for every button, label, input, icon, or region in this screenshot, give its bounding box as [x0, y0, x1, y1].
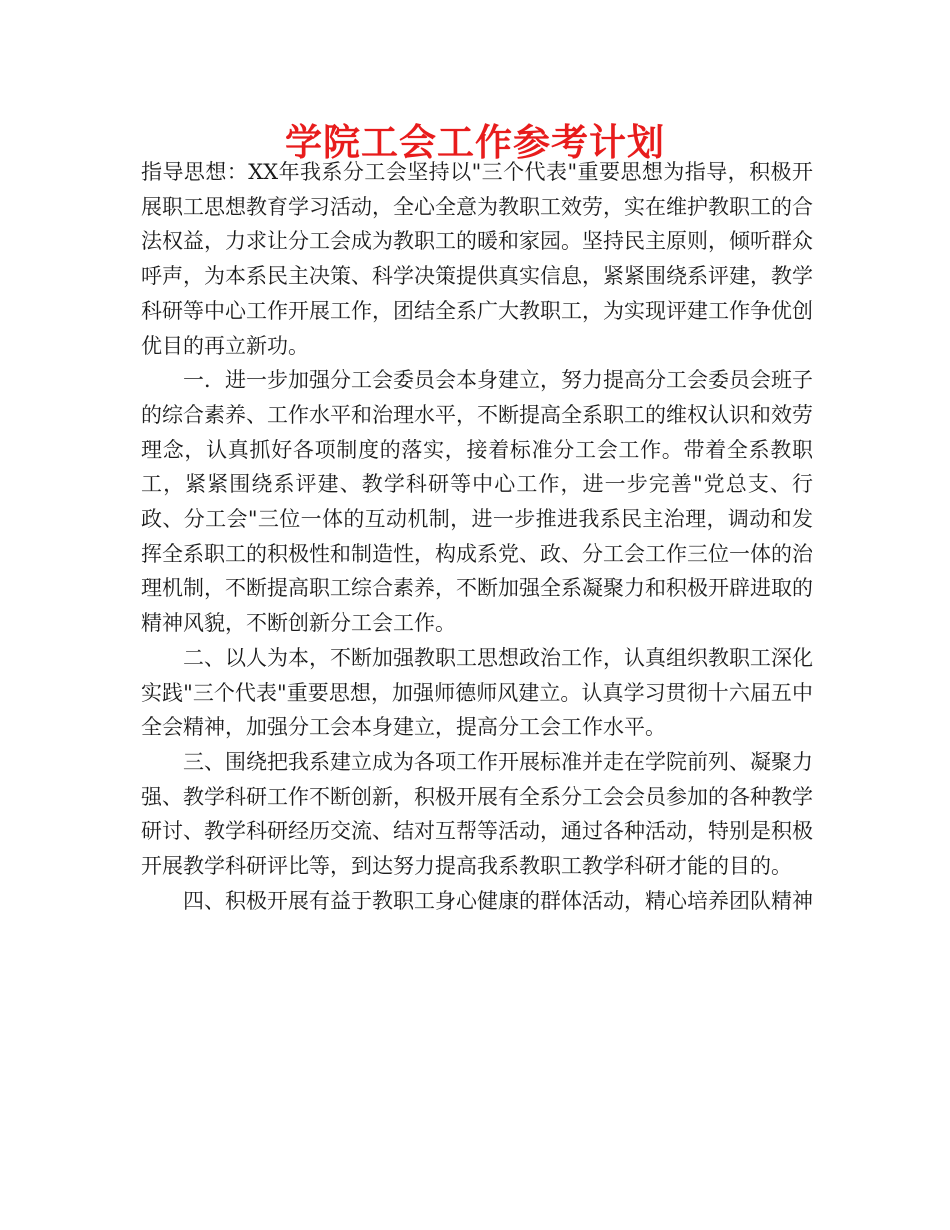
document-title: 学院工会工作参考计划 — [285, 121, 665, 164]
document-body — [141, 155, 813, 918]
paragraph-item-3: 三、围绕把我系建立成为各项工作开展标准并走在学院前列、凝聚力强、教学科研工作不断创新，积极开展有全系分工会会员参加的各种教学研讨、教学科研经历交流、结对互帮等活动，通过各种活动，特别是积极开展教学科研评比等，到达努力提高我系教职工教学科研才能的目的。 — [141, 749, 813, 879]
paragraph-item-2: 二、以人为本，不断加强教职工思想政治工作，认真组织教职工深化实践"三个代表"重要思想，加强师德师风建立。认真学习贯彻十六届五中全会精神，加强分工会本身建立，提高分工会工作水平。 — [141, 645, 813, 740]
paragraph-item-4: 四、积极开展有益于教职工身心健康的群体活动，精心培养团队精神 — [183, 888, 813, 913]
paragraph-item-1: 一．进一步加强分工会委员会本身建立，努力提高分工会委员会班子的综合素养、工作水平和治理水平，不断提高全系职工的维权认识和效劳理念，认真抓好各项制度的落实，接着标准分工会工作。带着全系教职工，紧紧围绕系评建、教学科研等中心工作，进一步完善"党总支、行政、分工会"三位一体的互动机制，进一步推进我系民主治理，调动和发挥全系职工的积极性和制造性，构成系党、政、分工会工作三位一体的治理机制，不断提高职工综合素养，不断加强全系凝聚力和积极开辟进取的精神风貌，不断创新分工会工作。 — [141, 368, 813, 636]
paragraph-guiding-ideology: 指导思想：XX年我系分工会坚持以"三个代表"重要思想为指导，积极开展职工思想教育学习活动，全心全意为教职工效劳，实在维护教职工的合法权益，力求让分工会成为教职工的暖和家园。坚持民主原则，倾听群众呼声，为本系民主决策、科学决策提供真实信息，紧紧围绕系评建，教学科研等中心工作开展工作，团结全系广大教职工，为实现评建工作争优创优目的再立新功。 — [141, 160, 813, 358]
